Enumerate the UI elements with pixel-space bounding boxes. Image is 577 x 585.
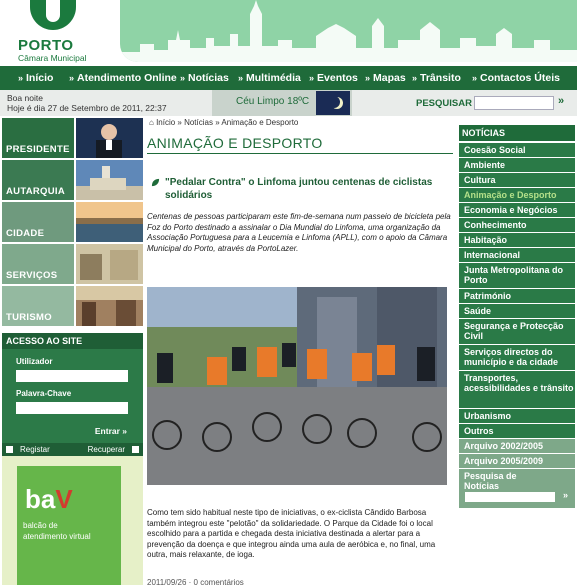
news-archive-2005-2009[interactable]: Arquivo 2005/2009 (459, 453, 575, 468)
left-nav-presidente[interactable]: PRESIDENTE (2, 118, 143, 158)
password-label: Palavra-Chave (16, 389, 72, 398)
right-sidebar (457, 116, 577, 585)
login-submit-button[interactable]: Entrar » (94, 426, 127, 436)
breadcrumb[interactable]: ⌂ Início » Notícias » Animação e Desporto (149, 118, 299, 127)
news-cat-habitacao[interactable]: Habitação (459, 232, 575, 247)
current-date: Hoje é dia 27 de Setembro de 2011, 22:37 (7, 103, 167, 113)
news-archive-2002-2005[interactable]: Arquivo 2002/2005 (459, 438, 575, 453)
cidade-photo (76, 202, 143, 242)
news-cat-ambiente[interactable]: Ambiente (459, 157, 575, 172)
article-title[interactable]: "Pedalar Contra" o Linfoma juntou centenas de ciclistas solidários (165, 177, 433, 201)
header (0, 0, 577, 66)
username-label: Utilizador (16, 357, 53, 366)
info-bar (0, 90, 577, 116)
news-search-label: Pesquisa de Notícias (464, 471, 517, 491)
search-submit-button[interactable]: » (558, 95, 565, 107)
login-panel (2, 333, 143, 443)
left-nav-servicos[interactable]: SERVIÇOS (2, 244, 143, 284)
moon-icon (328, 96, 340, 108)
news-cat-conhecimento[interactable]: Conhecimento (459, 217, 575, 232)
news-cat-transportes[interactable]: Transportes, acessibilidades e trânsito (459, 370, 575, 408)
presidente-photo (76, 118, 143, 158)
news-cat-patrimonio[interactable]: Património (459, 288, 575, 303)
greeting-text: Boa noite (7, 93, 43, 103)
turismo-photo (76, 286, 143, 326)
article-body: Como tem sido habitual neste tipo de iniciativas, o ex-ciclista Cândido Barbosa também integrou este "pelotão" da solidariedade. O Parque da Cidade foi o local escolhido para a partida e chegada desta iniciativa destinada a alertar para a prevenção da doença e que integrou ainda uma aula de aeróbica e, no final, uma outra, mais relaxante, de ioga. (147, 508, 436, 559)
porto-logo[interactable] (0, 0, 120, 66)
search-input[interactable] (474, 96, 554, 110)
main-nav (0, 66, 577, 90)
cyclists-photo (147, 287, 447, 485)
autarquia-photo (76, 160, 143, 200)
login-footer (2, 443, 143, 456)
register-bullet-icon (6, 446, 13, 453)
double-chevron-icon: » (309, 73, 315, 83)
register-link[interactable]: Registar (20, 445, 50, 454)
left-nav-cidade[interactable]: CIDADE (2, 202, 143, 242)
page-title: ANIMAÇÃO E DESPORTO (147, 135, 453, 154)
weather-text: Céu Limpo 18ºC (236, 96, 310, 107)
bav-banner[interactable] (2, 456, 143, 585)
double-chevron-icon: » (472, 73, 478, 83)
main-content (145, 116, 457, 585)
news-cat-outros[interactable]: Outros (459, 423, 575, 438)
news-cat-servicos-directos[interactable]: Serviços directos do município e da cidade (459, 344, 575, 370)
news-cat-seguranca[interactable]: Segurança e Protecção Civil (459, 318, 575, 344)
weather-widget (212, 90, 352, 116)
logo-subtitle: Câmara Municipal (18, 53, 87, 63)
news-cat-cultura[interactable]: Cultura (459, 172, 575, 187)
nav-item-transito[interactable]: » Trânsito (412, 72, 461, 84)
news-search-block (459, 468, 575, 508)
nav-item-atendimento-online[interactable]: » Atendimento Online (69, 72, 177, 84)
double-chevron-icon: » (412, 73, 418, 83)
bav-caption-line1: balcão de (23, 521, 58, 530)
article-lead: Centenas de pessoas participaram este fim-de-semana num passeio de bicicleta pela Foz do Porto destinado a assinalar o Dia Mundial do Linfoma, uma organização da Associação Portuguesa para a Leucemia e Linfoma (APLL), com o apoio da Câmara Municipal do Porto, através da PortoLazer. (147, 212, 451, 253)
nav-item-noticias[interactable]: » Notícias (180, 72, 229, 84)
leaf-bullet-icon (151, 178, 160, 187)
greeting-block (7, 93, 167, 113)
news-categories-title: NOTÍCIAS (459, 125, 575, 141)
left-nav-turismo[interactable]: TURISMO (2, 286, 143, 326)
double-chevron-icon: » (18, 73, 24, 83)
night-sky-icon (316, 91, 350, 115)
recover-bullet-icon (132, 446, 139, 453)
password-input[interactable] (16, 402, 128, 414)
bav-logo: baV (25, 484, 73, 514)
article-meta[interactable]: 2011/09/26 · 0 comentários (147, 578, 244, 585)
news-cat-internacional[interactable]: Internacional (459, 247, 575, 262)
news-cat-animacao-desporto[interactable]: Animação e Desporto (459, 187, 575, 202)
news-cat-economia[interactable]: Economia e Negócios (459, 202, 575, 217)
double-chevron-icon: » (69, 73, 75, 83)
city-skyline-banner (120, 0, 577, 62)
bav-caption-line2: atendimento virtual (23, 532, 91, 541)
nav-item-mapas[interactable]: » Mapas (365, 72, 406, 84)
logo-title: PORTO (18, 37, 74, 54)
news-search-submit-button[interactable]: » (563, 490, 569, 500)
left-nav-autarquia[interactable]: AUTARQUIA (2, 160, 143, 200)
double-chevron-icon: » (238, 73, 244, 83)
left-sidebar (0, 116, 145, 585)
recover-password-link[interactable]: Recuperar (87, 445, 125, 454)
logo-emblem-icon (30, 0, 76, 30)
nav-item-eventos[interactable]: » Eventos (309, 72, 358, 84)
nav-item-contactos-uteis[interactable]: » Contactos Úteis (472, 72, 560, 84)
username-input[interactable] (16, 370, 128, 382)
search-label: PESQUISAR (416, 98, 472, 109)
news-cat-urbanismo[interactable]: Urbanismo (459, 408, 575, 423)
login-title: ACESSO AO SITE (6, 336, 83, 346)
double-chevron-icon: » (365, 73, 371, 83)
news-cat-saude[interactable]: Saúde (459, 303, 575, 318)
news-cat-coesao-social[interactable]: Coesão Social (459, 142, 575, 157)
home-icon: ⌂ (149, 118, 157, 127)
news-cat-junta-metropolitana[interactable]: Junta Metropolitana do Porto (459, 262, 575, 288)
double-chevron-icon: » (180, 73, 186, 83)
servicos-photo (76, 244, 143, 284)
nav-item-inicio[interactable]: » Início (18, 72, 54, 84)
news-search-input[interactable] (465, 492, 555, 502)
nav-item-multimedia[interactable]: » Multimédia (238, 72, 301, 84)
